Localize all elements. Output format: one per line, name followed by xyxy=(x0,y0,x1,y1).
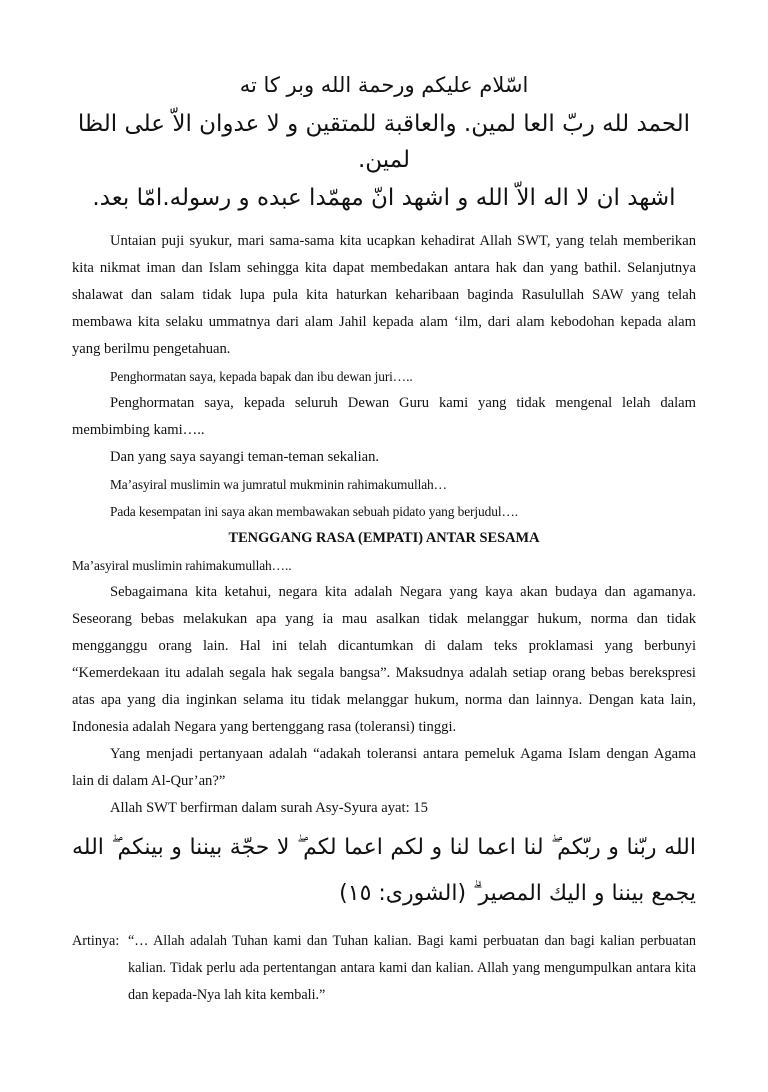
translation-block xyxy=(72,928,696,1009)
paragraph-greeting-teachers: Penghormatan saya, kepada seluruh Dewan Guru kami yang tidak mengenal lelah dalam membimbing kami….. xyxy=(72,395,696,438)
paragraph-speech-intro: Pada kesempatan ini saya akan membawakan sebuah pidato yang berjudul…. xyxy=(110,504,518,519)
paragraph-greeting-friends: Dan yang saya sayangi teman-teman sekalian. xyxy=(110,449,380,465)
arabic-opening-line-1: الحمد لله ربّ العا لمين. والعاقبة للمتقين و لا عدوان الاّ على الظا لمين. xyxy=(77,111,691,173)
paragraph-nation: Sebagaimana kita ketahui, negara kita adalah Negara yang kaya akan budaya dan agamanya. Seseorang bebas melakukan apa yang ia mau asalkan tidak melanggar hukum, norma dan tidak mengganggu orang lain. Hal ini telah dicantumkan di dalam teks proklamasi yang berbunyi “Kemerdekaan itu adalah segala hak segala bangsa”. Maksudnya adalah setiap orang bebas berekspresi atas apa yang dia inginkan selama itu tidak melanggar hukum, norma dan lainnya. Dengan kata lain, Indonesia adalah Negara yang bertenggang rasa (toleransi) tinggi. xyxy=(72,584,696,735)
quran-verse-line-2: يجمع بيننا و اليك المصير ۗ (الشورى: ١٥) xyxy=(339,881,696,906)
arabic-greeting: اسّلام عليكم ورحمة الله وبر كا ته xyxy=(239,73,529,97)
address-line: Ma’asyiral muslimin rahimakumullah….. xyxy=(72,558,292,573)
paragraph-address-muslimin: Ma’asyiral muslimin wa jumratul mukminin rahimakumullah… xyxy=(110,477,447,492)
translation-text: “… Allah adalah Tuhan kami dan Tuhan kalian. Bagi kami perbuatan dan bagi kalian perbuatan kalian. Tidak perlu ada pertentangan antara kami dan kalian. Allah yang mengumpulkan antara kita dan kepada-Nya lah kita kembali.” xyxy=(128,933,696,1003)
quran-verse-line-1: الله ربّنا و ربّكم ۖ لنا اعما لنا و لكم اعما لكم ۖ لا حجّة بيننا و بينكم ۖ الله xyxy=(72,835,696,860)
translation-label: Artinya: xyxy=(72,933,120,949)
paragraph-question: Yang menjadi pertanyaan adalah “adakah toleransi antara pemeluk Agama Islam dengan Agama lain di dalam Al-Qur’an?” xyxy=(72,746,696,789)
paragraph-verse-intro: Allah SWT berfirman dalam surah Asy-Syura ayat: 15 xyxy=(110,800,428,816)
paragraph-intro: Untaian puji syukur, mari sama-sama kita ucapkan kehadirat Allah SWT, yang telah memberikan kita nikmat iman dan Islam sehingga kita dapat membedakan antara hak dan yang bathil. Selanjutnya shalawat dan salam tidak lupa pula kita haturkan keharibaan baginda Rasulullah SAW yang telah membawa kita selaku ummatnya dari alam Jahil kepada alam ‘ilm, dari alam kebodohan kepada alam yang berilmu pengetahuan. xyxy=(72,233,696,357)
arabic-opening-line-2: اشهد ان لا اله الاّ الله و اشهد انّ مهمّدا عبده و رسوله.امّا بعد. xyxy=(92,185,676,211)
document-page xyxy=(0,68,768,1092)
paragraph-greeting-jury: Penghormatan saya, kepada bapak dan ibu dewan juri….. xyxy=(110,369,413,384)
speech-title: TENGGANG RASA (EMPATI) ANTAR SESAMA xyxy=(228,530,540,546)
